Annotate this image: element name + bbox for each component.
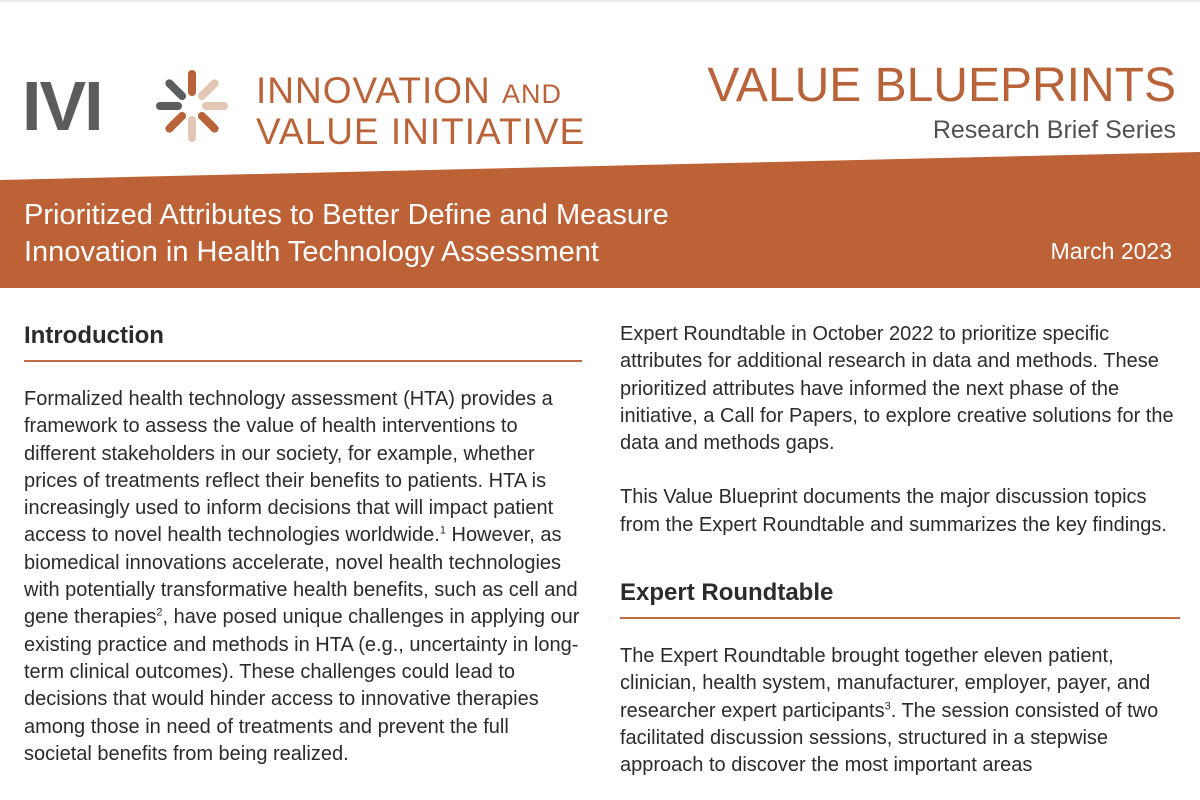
context-paragraph: Expert Roundtable in October 2022 to prioritize specific attributes for additional research in data and methods. These prioritized attributes have informed the next phase of the initiative, a Call for Papers, to explore creative solutions for the data and methods gaps. (620, 323, 1174, 455)
ivi-logo (22, 66, 642, 152)
series-subtitle: Research Brief Series (932, 116, 1176, 144)
starburst-spoke (196, 110, 220, 134)
starburst-spoke (164, 110, 188, 134)
series-title: VALUE BLUEPRINTS (707, 59, 1176, 112)
logo-wordmark (256, 72, 585, 150)
footnote-ref-1: 1 (439, 524, 446, 537)
right-column (620, 321, 1180, 780)
starburst-spoke (156, 102, 182, 110)
starburst-spoke (164, 78, 188, 102)
starburst-spoke (188, 70, 196, 96)
section-heading-expert-roundtable: Expert Roundtable (620, 579, 834, 607)
publication-date: March 2023 (1050, 238, 1172, 264)
roundtable-paragraph (620, 643, 1180, 779)
logo-letters: IVI (22, 67, 102, 145)
footnote-ref-2: 2 (156, 606, 163, 619)
starburst-spoke (196, 78, 220, 102)
document-title-line1: Prioritized Attributes to Better Define and Measure (24, 199, 669, 231)
document-title-line2: Innovation in Health Technology Assessment (24, 236, 599, 268)
starburst-spoke (202, 102, 228, 110)
intro-text-b: However, as biomedical innovations accelerate, novel health technologies with potentially transformative health benefits, such as cell and gene therapies (24, 524, 578, 629)
intro-text-a: Formalized health technology assessment (HTA) provides a framework to assess the value of health interventions to different stakeholders in our society, for example, whether prices of treatments reflect their benefits to patients. HTA is increasingly used to inform decisions that will impact patient access to novel health technologies worldwide. (24, 388, 554, 547)
logo-line1-main: INNOVATION (256, 70, 491, 111)
starburst-spoke (188, 116, 196, 142)
intro-text-c: , have posed unique challenges in applying our existing practice and methods in HTA (e.g., uncertainty in long-term clinical outcomes). These challenges could lead to decisions that would hinder access to innovative therapies among those in need of treatments and prevent the full societal benefits from being realized. (24, 606, 580, 765)
summary-paragraph: This Value Blueprint documents the major discussion topics from the Expert Roundtable and summarizes the key findings. (620, 486, 1167, 536)
starburst-icon (152, 66, 232, 146)
logo-line2: VALUE INITIATIVE (256, 111, 586, 152)
footnote-ref-3: 3 (884, 700, 891, 713)
section-heading-introduction: Introduction (24, 322, 164, 349)
section-rule (24, 360, 582, 362)
roundtable-text-a: The Expert Roundtable brought together eleven patient, clinician, health system, manufacturer, employer, payer, and researcher expert participants (620, 645, 1151, 722)
logo-line1-small: AND (502, 79, 563, 109)
left-column (24, 322, 582, 768)
document-title (24, 197, 824, 271)
section-rule (620, 617, 1180, 619)
intro-paragraph (24, 386, 582, 768)
roundtable-text-b: . The session consisted of two facilitated discussion sessions, structured in a stepwise approach to discover the most important areas (620, 699, 1159, 777)
